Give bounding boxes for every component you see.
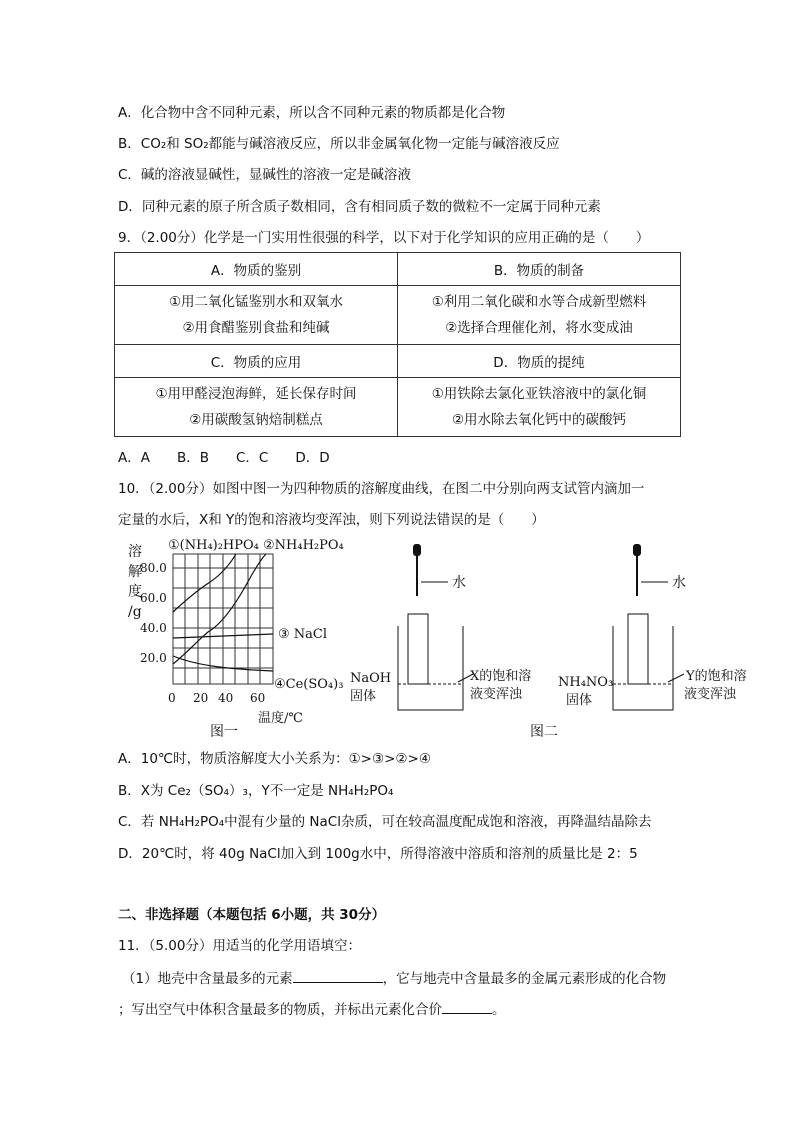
water-label: 水 bbox=[672, 575, 686, 591]
left-note: X的饱和溶 bbox=[470, 669, 532, 684]
q11-part1a: （1）地壳中含量最多的元素 bbox=[122, 971, 293, 987]
ylabel-char: 解 bbox=[128, 564, 142, 580]
table-item: ②用食醋鉴别食盐和纯碱 bbox=[182, 320, 330, 336]
y-tick: 20.0 bbox=[140, 651, 167, 665]
y-tick: 80.0 bbox=[140, 561, 167, 575]
figure2-caption: 图二 bbox=[530, 724, 558, 740]
q8-option-d: D．同种元素的原子所含质子数相同，含有相同质子数的微粒不一定属于同种元素 bbox=[118, 199, 601, 215]
table-item: ②选择合理催化剂，将水变成油 bbox=[445, 320, 633, 336]
left-solid-label: NaOH bbox=[350, 671, 392, 686]
q11-line1 bbox=[122, 968, 666, 988]
water-label: 水 bbox=[452, 575, 466, 591]
q8-option-a: A．化合物中含不同种元素，所以含不同种元素的物质都是化合物 bbox=[118, 105, 506, 121]
q9-answers: A．A B．B C．C D．D bbox=[118, 450, 330, 466]
figure2-right-apparatus bbox=[558, 544, 747, 710]
x-tick: 60 bbox=[250, 691, 266, 705]
figure1-solubility-chart bbox=[128, 538, 344, 740]
x-tick: 40 bbox=[218, 691, 234, 705]
table-item: ②用碳酸氢钠焙制糕点 bbox=[189, 412, 323, 428]
table-cell-c-head: C．物质的应用 bbox=[115, 345, 398, 378]
table-cell-c-body bbox=[115, 378, 398, 437]
q10-stem-line1: 10．（2.00分）如图中图一为四种物质的溶解度曲线，在图二中分别向两支试管内滴加一 bbox=[118, 481, 645, 497]
curve-1 bbox=[173, 554, 236, 612]
right-solid-label: 固体 bbox=[566, 693, 593, 708]
q10-option-d: D．20℃时，将 40g NaCl加入到 100g水中，所得溶液中溶质和溶剂的质量比是 2：5 bbox=[118, 846, 638, 862]
q10-option-b: B．X为 Ce₂（SO₄）₃，Y不一定是 NH₄H₂PO₄ bbox=[118, 783, 394, 799]
q9-stem: 9．（2.00分）化学是一门实用性很强的科学，以下对于化学知识的应用正确的是（ ） bbox=[118, 230, 650, 246]
right-note: Y的饱和溶 bbox=[686, 669, 747, 684]
q9-options-table bbox=[114, 252, 681, 437]
q8-option-c: C．碱的溶液显碱性，显碱性的溶液一定是碱溶液 bbox=[118, 167, 411, 183]
test-tube bbox=[628, 614, 648, 684]
table-cell-d-body bbox=[398, 378, 681, 437]
q10-option-c: C．若 NH₄H₂PO₄中混有少量的 NaCl杂质，可在较高温度配成饱和溶液，再降温结晶除去 bbox=[118, 814, 652, 830]
figure1-caption: 图一 bbox=[210, 724, 238, 740]
leader-line bbox=[668, 674, 684, 682]
table-cell-a-body bbox=[115, 286, 398, 345]
table-item: ①利用二氧化碳和水等合成新型燃料 bbox=[431, 294, 647, 310]
answer-blank[interactable] bbox=[442, 999, 492, 1014]
ylabel-char: 溶 bbox=[128, 544, 142, 560]
table-item: ①用二氧化锰鉴别水和双氧水 bbox=[168, 294, 344, 310]
q11-part2b: 。 bbox=[492, 1002, 506, 1018]
section2-title: 二、非选择题（本题包括 6小题，共 30分） bbox=[118, 907, 386, 923]
q11-line2 bbox=[118, 999, 506, 1019]
y-tick: 60.0 bbox=[140, 591, 167, 605]
q10-figure bbox=[118, 534, 768, 744]
figure2-left-apparatus bbox=[350, 544, 531, 710]
right-note: 液变浑浊 bbox=[684, 687, 737, 702]
legend-top: ①(NH₄)₂HPO₄ ②NH₄H₂PO₄ bbox=[168, 538, 344, 553]
curve-4-label: ④Ce(SO₄)₃ bbox=[274, 677, 344, 692]
q11-stem: 11．（5.00分）用适当的化学用语填空： bbox=[118, 938, 361, 954]
ylabel-char: /g bbox=[128, 604, 142, 620]
curve-3-label: ③ NaCl bbox=[278, 627, 328, 642]
table-cell-d-head: D．物质的提纯 bbox=[398, 345, 681, 378]
test-tube bbox=[408, 614, 428, 684]
x-axis-label: 温度/℃ bbox=[258, 711, 303, 726]
dropper-bulb bbox=[413, 544, 421, 556]
answer-blank[interactable] bbox=[293, 968, 383, 983]
table-item: ②用水除去氧化钙中的碳酸钙 bbox=[451, 412, 627, 428]
table-item: ①用甲醛浸泡海鲜，延长保存时间 bbox=[155, 386, 357, 402]
table-cell-a-head: A．物质的鉴别 bbox=[115, 253, 398, 286]
q10-stem-line2: 定量的水后，X和 Y的饱和溶液均变浑浊，则下列说法错误的是（ ） bbox=[118, 512, 545, 528]
right-solid-label: NH₄NO₃ bbox=[558, 675, 614, 690]
left-note: 液变浑浊 bbox=[470, 687, 523, 702]
table-cell-b-body bbox=[398, 286, 681, 345]
q10-option-a: A．10℃时，物质溶解度大小关系为：①>③>②>④ bbox=[118, 751, 431, 767]
q8-option-b: B．CO₂和 SO₂都能与碱溶液反应，所以非金属氧化物一定能与碱溶液反应 bbox=[118, 136, 560, 152]
x-tick: 0 bbox=[168, 691, 176, 705]
beaker bbox=[613, 626, 673, 710]
table-cell-b-head: B．物质的制备 bbox=[398, 253, 681, 286]
left-solid-label: 固体 bbox=[350, 689, 377, 704]
ylabel-char: 度 bbox=[128, 584, 142, 600]
y-tick: 40.0 bbox=[140, 621, 167, 635]
table-item: ①用铁除去氯化亚铁溶液中的氯化铜 bbox=[431, 386, 647, 402]
q11-part2a: ；写出空气中体积含量最多的物质，并标出元素化合价 bbox=[118, 1002, 442, 1018]
x-tick: 20 bbox=[193, 691, 209, 705]
q11-part1b: ，它与地壳中含量最多的金属元素形成的化合物 bbox=[382, 971, 667, 987]
dropper-bulb bbox=[633, 544, 641, 556]
